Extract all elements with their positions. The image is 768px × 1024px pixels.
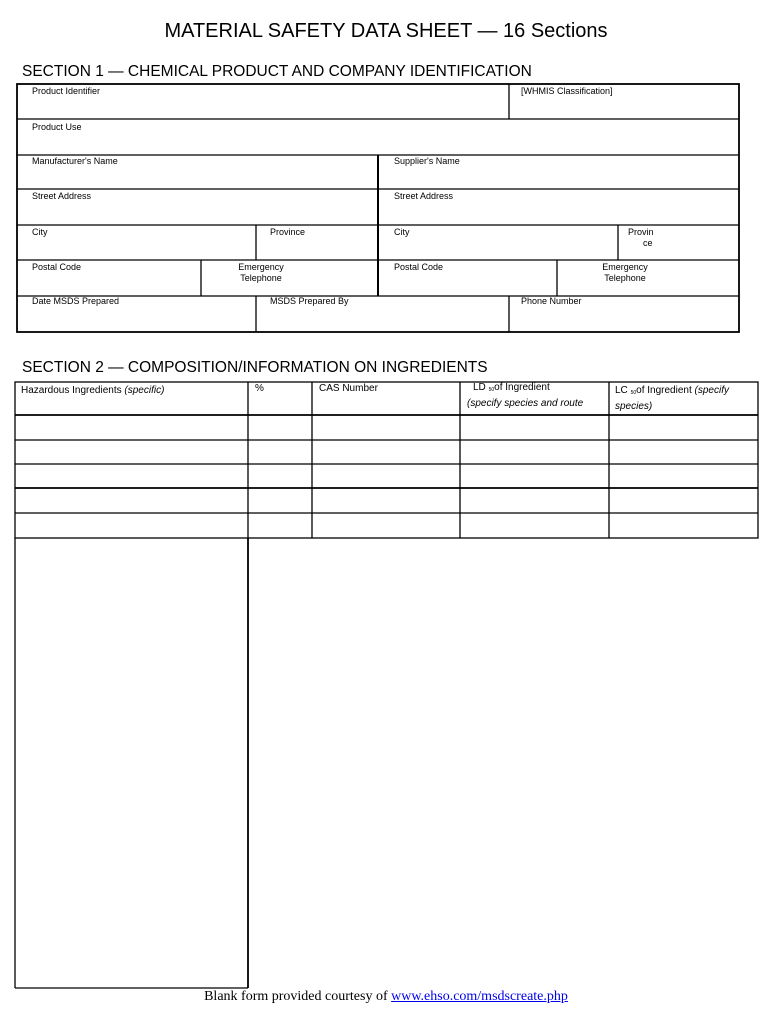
percent-cell[interactable] <box>249 489 311 512</box>
manufacturer-emergency-telephone-field[interactable] <box>201 262 321 283</box>
cas-number-cell[interactable] <box>313 514 459 537</box>
ld-suffix: of Ingredient <box>494 382 550 393</box>
lc-subscript: 50 <box>630 390 637 396</box>
percent-header: % <box>255 383 264 394</box>
ehso-link[interactable]: www.ehso.com/msdscreate.php <box>391 989 568 1004</box>
supplier-postal-code-field[interactable]: Postal Code <box>394 262 444 272</box>
lc50-header <box>615 384 729 414</box>
ingredient-name-cell[interactable] <box>16 489 247 512</box>
ld50-header <box>467 381 583 411</box>
product-identifier-field[interactable]: Product Identifier <box>32 86 101 96</box>
cas-number-cell[interactable] <box>313 465 459 487</box>
percent-cell[interactable] <box>249 416 311 439</box>
ingredient-name-cell[interactable] <box>16 465 247 487</box>
hazardous-ingredients-header <box>21 384 164 398</box>
ld50-cell[interactable] <box>461 441 608 463</box>
manufacturer-street-address-field[interactable]: Street Address <box>32 191 92 201</box>
percent-cell[interactable] <box>249 441 311 463</box>
lc50-cell[interactable] <box>610 514 757 537</box>
lc50-cell[interactable] <box>610 416 757 439</box>
percent-cell[interactable] <box>249 465 311 487</box>
ld50-cell[interactable] <box>461 416 608 439</box>
ingredient-name-cell[interactable] <box>16 441 247 463</box>
lc-prefix: LC <box>615 385 628 396</box>
manufacturer-postal-code-field[interactable]: Postal Code <box>32 262 82 272</box>
cas-number-header: CAS Number <box>319 383 378 394</box>
whmis-classification-field[interactable]: [WHMIS Classification] <box>521 86 613 96</box>
msds-prepared-by-field[interactable]: MSDS Prepared By <box>270 296 349 306</box>
lc-note-line2: species) <box>615 401 653 412</box>
supplier-province-field[interactable] <box>628 227 654 248</box>
date-msds-prepared-field[interactable]: Date MSDS Prepared <box>32 296 120 306</box>
lc50-cell[interactable] <box>610 441 757 463</box>
document-title: MATERIAL SAFETY DATA SHEET — 16 Sections <box>164 20 608 42</box>
section-1-heading: SECTION 1 — CHEMICAL PRODUCT AND COMPANY IDENTIFICATION <box>22 63 532 80</box>
supplier-province-label-line1: Provin <box>628 227 654 237</box>
ld50-cell[interactable] <box>461 514 608 537</box>
ld50-cell[interactable] <box>461 465 608 487</box>
manufacturer-province-field[interactable]: Province <box>270 227 306 237</box>
product-use-field[interactable]: Product Use <box>32 122 82 132</box>
phone-number-field[interactable]: Phone Number <box>521 296 582 306</box>
ld-prefix: LD <box>473 382 486 393</box>
header-text: Hazardous Ingredients <box>21 385 122 396</box>
manufacturer-city-field[interactable]: City <box>32 227 48 237</box>
lc-note: (specify <box>694 385 729 396</box>
ld-subscript: 50 <box>488 387 495 393</box>
ingredient-name-cell[interactable] <box>16 416 247 439</box>
emergency-label-line1: Emergency <box>602 262 648 272</box>
ld50-cell[interactable] <box>461 489 608 512</box>
cas-number-cell[interactable] <box>313 441 459 463</box>
cas-number-cell[interactable] <box>313 416 459 439</box>
footer-text: Blank form provided courtesy of <box>204 989 392 1004</box>
supplier-street-address-field[interactable]: Street Address <box>394 191 454 201</box>
manufacturer-name-field[interactable]: Manufacturer's Name <box>32 156 118 166</box>
cas-number-cell[interactable] <box>313 489 459 512</box>
supplier-emergency-telephone-field[interactable] <box>565 262 685 283</box>
supplier-name-field[interactable]: Supplier's Name <box>394 156 460 166</box>
percent-cell[interactable] <box>249 514 311 537</box>
supplier-province-label-line2: ce <box>643 237 653 248</box>
emergency-label-line2: Telephone <box>240 272 282 283</box>
lc50-cell[interactable] <box>610 489 757 512</box>
lc-suffix: of Ingredient <box>636 385 692 396</box>
ld-note: (specify species and route <box>467 398 584 409</box>
lc50-cell[interactable] <box>610 465 757 487</box>
emergency-label-line1: Emergency <box>238 262 284 272</box>
footer-credit <box>0 989 768 1005</box>
header-note: (specific) <box>124 385 165 396</box>
section-2-heading: SECTION 2 — COMPOSITION/INFORMATION ON INGREDIENTS <box>22 359 488 376</box>
ingredient-name-cell[interactable] <box>16 514 247 537</box>
supplier-city-field[interactable]: City <box>394 227 410 237</box>
emergency-label-line2: Telephone <box>604 272 646 283</box>
